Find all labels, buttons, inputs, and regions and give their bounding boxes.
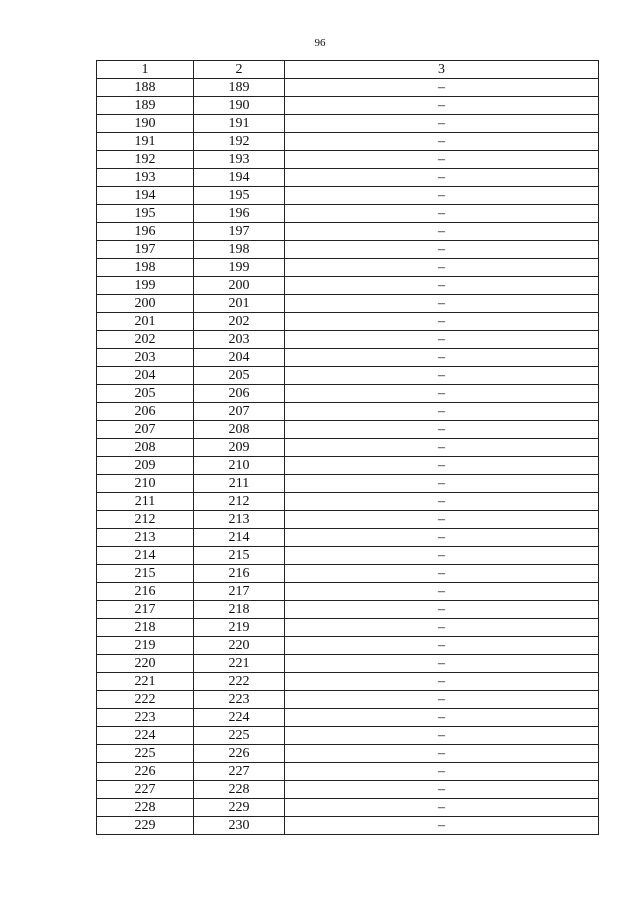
table-row xyxy=(97,565,599,583)
table-row xyxy=(97,817,599,835)
table-cell-col-1: 221 xyxy=(97,673,194,691)
table-cell-col-2: 227 xyxy=(194,763,285,781)
table-cell-col-2: 224 xyxy=(194,709,285,727)
table-cell-col-2: 204 xyxy=(194,349,285,367)
table-cell-col-2: 217 xyxy=(194,583,285,601)
table-cell-col-1: 201 xyxy=(97,313,194,331)
table-row xyxy=(97,457,599,475)
table-cell-col-1: 210 xyxy=(97,475,194,493)
table-cell-col-3: – xyxy=(285,511,599,529)
table-cell-col-1: 203 xyxy=(97,349,194,367)
table-cell-col-2: 205 xyxy=(194,367,285,385)
table-cell-col-2: 198 xyxy=(194,241,285,259)
table-cell-col-1: 211 xyxy=(97,493,194,511)
table-row xyxy=(97,745,599,763)
table-row xyxy=(97,97,599,115)
table-cell-col-2: 228 xyxy=(194,781,285,799)
table-row xyxy=(97,727,599,745)
table-cell-col-3: – xyxy=(285,493,599,511)
table-row xyxy=(97,313,599,331)
table-cell-col-3: – xyxy=(285,349,599,367)
table-cell-col-3: – xyxy=(285,169,599,187)
table-cell-col-2: 201 xyxy=(194,295,285,313)
table-cell-col-1: 189 xyxy=(97,97,194,115)
table-cell-col-2: 191 xyxy=(194,115,285,133)
table-cell-col-3: – xyxy=(285,421,599,439)
table-cell-col-3: – xyxy=(285,331,599,349)
table-row xyxy=(97,277,599,295)
table-cell-col-1: 226 xyxy=(97,763,194,781)
table-cell-col-1: 217 xyxy=(97,601,194,619)
table-row xyxy=(97,115,599,133)
table-row xyxy=(97,673,599,691)
table-cell-col-2: 190 xyxy=(194,97,285,115)
table-row xyxy=(97,133,599,151)
page-number: 96 xyxy=(314,37,326,49)
table-row xyxy=(97,205,599,223)
table-cell-col-1: 229 xyxy=(97,817,194,835)
table-row xyxy=(97,349,599,367)
table-cell-col-3: – xyxy=(285,457,599,475)
table-cell-col-3: – xyxy=(285,637,599,655)
table-cell-col-1: 190 xyxy=(97,115,194,133)
table-cell-col-3: – xyxy=(285,799,599,817)
table-cell-col-1: 197 xyxy=(97,241,194,259)
table-cell-col-1: 224 xyxy=(97,727,194,745)
table-cell-col-3: – xyxy=(285,97,599,115)
table-row xyxy=(97,151,599,169)
table-cell-col-2: 213 xyxy=(194,511,285,529)
table-cell-col-2: 222 xyxy=(194,673,285,691)
table-row xyxy=(97,79,599,97)
table-cell-col-2: 199 xyxy=(194,259,285,277)
table-row xyxy=(97,187,599,205)
table-row xyxy=(97,619,599,637)
table-cell-col-2: 197 xyxy=(194,223,285,241)
table-cell-col-2: 206 xyxy=(194,385,285,403)
table-cell-col-2: 216 xyxy=(194,565,285,583)
table-row xyxy=(97,637,599,655)
table-cell-col-3: – xyxy=(285,709,599,727)
table-cell-col-3: – xyxy=(285,745,599,763)
table-row xyxy=(97,601,599,619)
table-cell-col-3: – xyxy=(285,151,599,169)
table-row xyxy=(97,529,599,547)
table-cell-col-1: 212 xyxy=(97,511,194,529)
table-row xyxy=(97,421,599,439)
column-header-2: 2 xyxy=(194,61,285,79)
table-cell-col-3: – xyxy=(285,691,599,709)
table-cell-col-2: 219 xyxy=(194,619,285,637)
table-row xyxy=(97,367,599,385)
table-row xyxy=(97,385,599,403)
table-cell-col-2: 230 xyxy=(194,817,285,835)
table-cell-col-2: 229 xyxy=(194,799,285,817)
table-cell-col-2: 209 xyxy=(194,439,285,457)
table-cell-col-1: 198 xyxy=(97,259,194,277)
table-cell-col-1: 207 xyxy=(97,421,194,439)
column-header-3: 3 xyxy=(285,61,599,79)
table-cell-col-1: 214 xyxy=(97,547,194,565)
table-header-row xyxy=(97,61,599,79)
table-cell-col-3: – xyxy=(285,673,599,691)
table-cell-col-1: 204 xyxy=(97,367,194,385)
table-cell-col-3: – xyxy=(285,619,599,637)
table-row xyxy=(97,709,599,727)
table-cell-col-3: – xyxy=(285,385,599,403)
table-cell-col-1: 213 xyxy=(97,529,194,547)
table-cell-col-2: 218 xyxy=(194,601,285,619)
table-cell-col-1: 209 xyxy=(97,457,194,475)
table-cell-col-1: 199 xyxy=(97,277,194,295)
table-cell-col-1: 195 xyxy=(97,205,194,223)
table-cell-col-2: 225 xyxy=(194,727,285,745)
table-row xyxy=(97,403,599,421)
table-cell-col-3: – xyxy=(285,583,599,601)
table-cell-col-3: – xyxy=(285,223,599,241)
table-cell-col-1: 192 xyxy=(97,151,194,169)
table-cell-col-2: 226 xyxy=(194,745,285,763)
table-cell-col-3: – xyxy=(285,817,599,835)
table-cell-col-2: 192 xyxy=(194,133,285,151)
table-cell-col-1: 215 xyxy=(97,565,194,583)
table-cell-col-3: – xyxy=(285,187,599,205)
table-row xyxy=(97,295,599,313)
table-cell-col-1: 193 xyxy=(97,169,194,187)
table-cell-col-3: – xyxy=(285,241,599,259)
table-row xyxy=(97,781,599,799)
table-cell-col-3: – xyxy=(285,133,599,151)
table-cell-col-3: – xyxy=(285,529,599,547)
table-row xyxy=(97,583,599,601)
table-cell-col-3: – xyxy=(285,439,599,457)
table-cell-col-1: 227 xyxy=(97,781,194,799)
table-cell-col-1: 216 xyxy=(97,583,194,601)
table-cell-col-1: 188 xyxy=(97,79,194,97)
table-cell-col-2: 207 xyxy=(194,403,285,421)
table-cell-col-2: 189 xyxy=(194,79,285,97)
table-cell-col-1: 202 xyxy=(97,331,194,349)
column-header-1: 1 xyxy=(97,61,194,79)
table-cell-col-1: 206 xyxy=(97,403,194,421)
table-cell-col-3: – xyxy=(285,655,599,673)
table-cell-col-2: 202 xyxy=(194,313,285,331)
table-cell-col-2: 193 xyxy=(194,151,285,169)
table-cell-col-2: 203 xyxy=(194,331,285,349)
table-row xyxy=(97,511,599,529)
table-cell-col-2: 220 xyxy=(194,637,285,655)
table-cell-col-2: 208 xyxy=(194,421,285,439)
table-cell-col-1: 208 xyxy=(97,439,194,457)
table-row xyxy=(97,241,599,259)
table-cell-col-3: – xyxy=(285,601,599,619)
table-cell-col-3: – xyxy=(285,367,599,385)
table-cell-col-2: 211 xyxy=(194,475,285,493)
table-cell-col-1: 205 xyxy=(97,385,194,403)
table-cell-col-2: 200 xyxy=(194,277,285,295)
table-row xyxy=(97,655,599,673)
table-cell-col-2: 212 xyxy=(194,493,285,511)
table-cell-col-1: 218 xyxy=(97,619,194,637)
table-cell-col-3: – xyxy=(285,79,599,97)
table-cell-col-1: 228 xyxy=(97,799,194,817)
table-cell-col-2: 196 xyxy=(194,205,285,223)
table-cell-col-3: – xyxy=(285,547,599,565)
table-cell-col-2: 210 xyxy=(194,457,285,475)
data-table xyxy=(96,60,599,835)
table-row xyxy=(97,331,599,349)
table-cell-col-2: 221 xyxy=(194,655,285,673)
table-cell-col-3: – xyxy=(285,475,599,493)
table-row xyxy=(97,169,599,187)
table-cell-col-1: 223 xyxy=(97,709,194,727)
table-row xyxy=(97,547,599,565)
table-cell-col-1: 219 xyxy=(97,637,194,655)
table-row xyxy=(97,439,599,457)
table-cell-col-3: – xyxy=(285,313,599,331)
table-cell-col-2: 215 xyxy=(194,547,285,565)
table-cell-col-3: – xyxy=(285,403,599,421)
table-row xyxy=(97,223,599,241)
table-cell-col-3: – xyxy=(285,259,599,277)
table-cell-col-3: – xyxy=(285,295,599,313)
table-cell-col-3: – xyxy=(285,205,599,223)
table-cell-col-1: 225 xyxy=(97,745,194,763)
table-cell-col-1: 200 xyxy=(97,295,194,313)
table-row xyxy=(97,259,599,277)
table-row xyxy=(97,691,599,709)
table-cell-col-3: – xyxy=(285,727,599,745)
table-cell-col-2: 214 xyxy=(194,529,285,547)
table-cell-col-2: 223 xyxy=(194,691,285,709)
table-row xyxy=(97,799,599,817)
table-cell-col-3: – xyxy=(285,781,599,799)
table-cell-col-3: – xyxy=(285,763,599,781)
table-row xyxy=(97,475,599,493)
table-cell-col-2: 195 xyxy=(194,187,285,205)
table-cell-col-1: 191 xyxy=(97,133,194,151)
table-row xyxy=(97,493,599,511)
table-cell-col-1: 194 xyxy=(97,187,194,205)
table-row xyxy=(97,763,599,781)
table-cell-col-1: 196 xyxy=(97,223,194,241)
table-cell-col-1: 222 xyxy=(97,691,194,709)
table-cell-col-1: 220 xyxy=(97,655,194,673)
table-cell-col-3: – xyxy=(285,277,599,295)
table-cell-col-3: – xyxy=(285,115,599,133)
table-body xyxy=(97,79,599,835)
table-cell-col-2: 194 xyxy=(194,169,285,187)
table-cell-col-3: – xyxy=(285,565,599,583)
